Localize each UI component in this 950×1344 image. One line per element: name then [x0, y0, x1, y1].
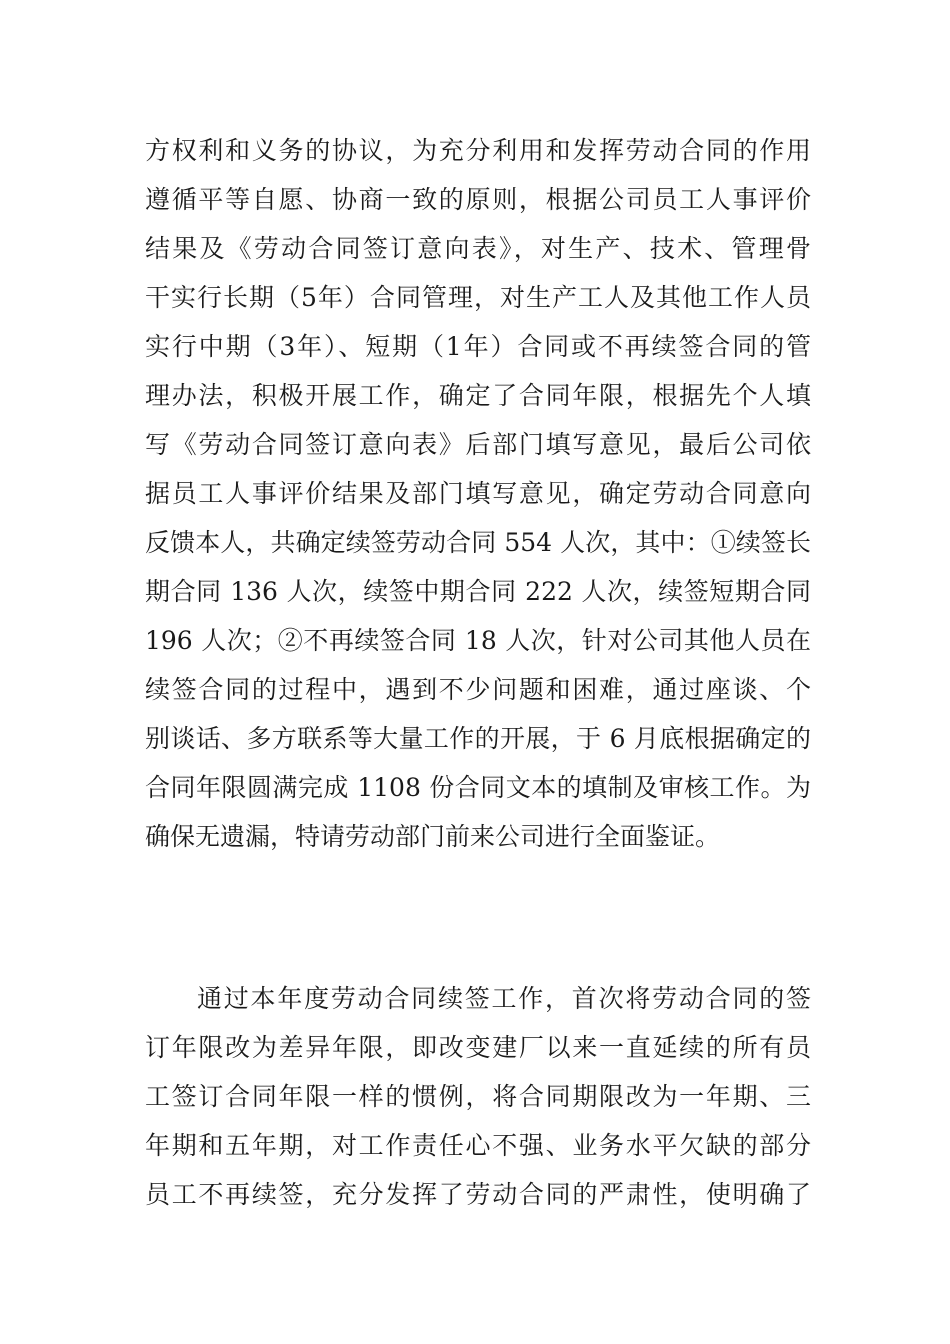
text-line: 干实行长期（5年）合同管理，对生产工人及其他工作人员	[145, 283, 811, 312]
paragraph-contract-renewal-details	[145, 126, 811, 861]
text-line: 续签合同的过程中，遇到不少问题和困难，通过座谈、个	[145, 675, 811, 704]
text-line: 据员工人事评价结果及部门填写意见，确定劳动合同意向	[145, 479, 811, 508]
text-line: 年期和五年期，对工作责任心不强、业务水平欠缺的部分	[145, 1131, 811, 1160]
text-line: 反馈本人，共确定续签劳动合同 554 人次，其中：①续签长	[145, 528, 811, 557]
text-line: 方权利和义务的协议，为充分利用和发挥劳动合同的作用	[145, 136, 811, 165]
text-line: 订年限改为差异年限，即改变建厂以来一直延续的所有员	[145, 1033, 811, 1062]
text-line: 通过本年度劳动合同续签工作，首次将劳动合同的签	[197, 984, 811, 1013]
text-line: 结果及《劳动合同签订意向表》，对生产、技术、管理骨	[145, 234, 811, 263]
text-line: 期合同 136 人次，续签中期合同 222 人次，续签短期合同	[145, 577, 811, 606]
text-line: 确保无遗漏，特请劳动部门前来公司进行全面鉴证。	[145, 822, 721, 851]
text-line: 别谈话、多方联系等大量工作的开展，于 6 月底根据确定的	[145, 724, 811, 753]
text-line: 实行中期（3年）、短期（1年）合同或不再续签合同的管	[145, 332, 811, 361]
text-line: 合同年限圆满完成 1108 份合同文本的填制及审核工作。为	[145, 773, 811, 802]
text-line: 员工不再续签，充分发挥了劳动合同的严肃性，使明确了	[145, 1180, 811, 1209]
paragraph-renewal-outcome	[145, 974, 811, 1219]
text-line: 理办法，积极开展工作，确定了合同年限，根据先个人填	[145, 381, 811, 410]
text-line: 196 人次；②不再续签合同 18 人次，针对公司其他人员在	[145, 626, 811, 655]
text-line: 写《劳动合同签订意向表》后部门填写意见，最后公司依	[145, 430, 811, 459]
text-line: 工签订合同年限一样的惯例，将合同期限改为一年期、三	[145, 1082, 811, 1111]
text-line: 遵循平等自愿、协商一致的原则，根据公司员工人事评价	[145, 185, 811, 214]
